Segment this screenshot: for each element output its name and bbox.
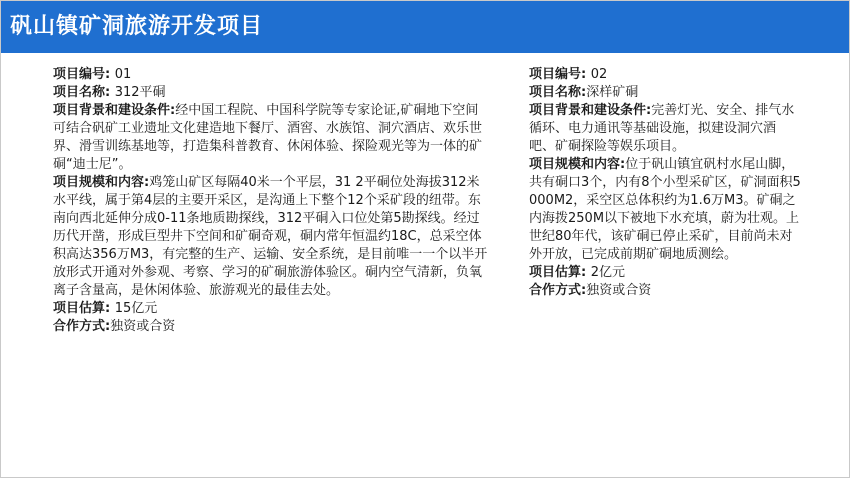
page-title: 矾山镇矿洞旅游开发项目 <box>10 14 264 39</box>
project-card-02 <box>529 66 801 300</box>
project-coop-row <box>53 318 489 336</box>
project-estimate-label: 项目估算: <box>53 301 115 316</box>
project-coop-label: 合作方式: <box>529 283 587 298</box>
project-number-label: 项目编号: <box>529 67 591 82</box>
project-scale-label: 项目规模和内容: <box>529 157 626 172</box>
project-background-text: 完善灯光、安全、排气水循环、电力通讯等基础设施，拟建设洞穴酒吧、矿硐探险等娱乐项目。 <box>529 103 795 154</box>
project-background-label: 项目背景和建设条件: <box>529 103 652 118</box>
project-scale-text: 鸡笼山矿区每隔40米一个平层，31 2平硐位处海拔312米水平线，属于第4层的主要开采区，是沟通上下整个12个采矿段的纽带。东南向西北延伸分成0-11条地质勘探线，312平硐入口位处第5勘探线。经过历代开凿，形成巨型井下空间和矿硐奇观，硐内常年恒温约18C，总采空体积高达356万M3，有完整的生产、运输、安全系统，是目前唯一一个以半开放形式开通对外参观、考察、学习的矿硐旅游体验区。硐内空气清新，负氧离子含量高，是休闲体验、旅游观光的最佳去处。 <box>53 175 488 298</box>
project-estimate-value: 2亿元 <box>590 265 626 280</box>
project-name-value: 312平硐 <box>114 85 166 100</box>
project-card-01 <box>53 66 489 336</box>
project-coop-value: 独资或合资 <box>586 283 652 298</box>
project-scale-text: 位于矾山镇宜矾村水尾山脚，共有硐口3个，内有8个小型采矿区，矿洞面积5000M2，采空区总体积约为1.6万M3。矿硐之内海拨250M以下被地下水充填，蔚为壮观。上世纪80年代，该矿硐已停止采矿，目前尚未对外开放，已完成前期矿硐地质测绘。 <box>529 157 801 262</box>
project-estimate-row <box>53 300 489 318</box>
project-estimate-row <box>529 264 801 282</box>
title-bar <box>1 1 849 53</box>
project-scale-row <box>529 156 801 264</box>
project-background-row <box>529 102 801 156</box>
project-estimate-value: 15亿元 <box>114 301 158 316</box>
project-background-text: 经中国工程院、中国科学院等专家论证,矿硐地下空间可结合矾矿工业遗址文化建造地下餐厅、酒窖、水族馆、洞穴酒店、欢乐世界、滑雪训练基地等，打造集科普教育、休闲体验、探险观光等为一体的矿硐“迪士尼”。 <box>53 103 483 172</box>
project-background-label: 项目背景和建设条件: <box>53 103 176 118</box>
project-coop-value: 独资或合资 <box>110 319 176 334</box>
project-scale-label: 项目规模和内容: <box>53 175 150 190</box>
project-number-label: 项目编号: <box>53 67 115 82</box>
project-coop-label: 合作方式: <box>53 319 111 334</box>
project-name-value: 深样矿硐 <box>586 85 639 100</box>
project-background-row <box>53 102 489 174</box>
project-name-label: 项目名称: <box>529 85 587 100</box>
project-name-row <box>53 84 489 102</box>
project-number-row <box>529 66 801 84</box>
project-number-row <box>53 66 489 84</box>
project-number-value: 02 <box>590 67 608 82</box>
project-scale-row <box>53 174 489 300</box>
project-name-row <box>529 84 801 102</box>
project-coop-row <box>529 282 801 300</box>
project-number-value: 01 <box>114 67 132 82</box>
project-estimate-label: 项目估算: <box>529 265 591 280</box>
project-name-label: 项目名称: <box>53 85 115 100</box>
